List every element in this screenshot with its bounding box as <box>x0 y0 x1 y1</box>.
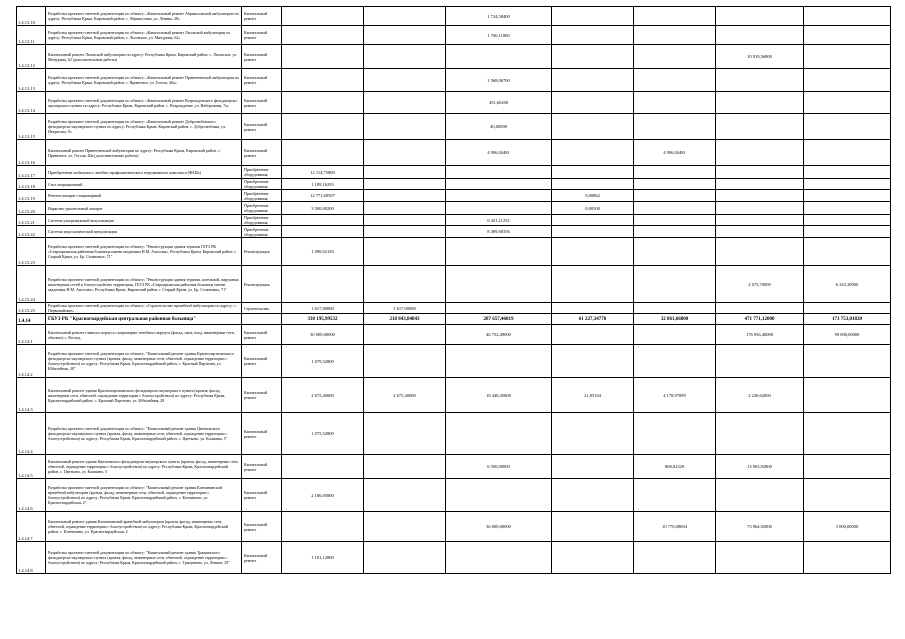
row-work-type-cell: Приобретение оборудования <box>242 166 282 179</box>
table-row <box>17 7 891 26</box>
row-value-2-cell <box>364 266 446 303</box>
row-value-6-cell <box>716 114 804 140</box>
row-value-1-cell <box>282 512 364 542</box>
row-value-3-cell: 18 448,45800 <box>446 378 552 413</box>
row-value-4-cell <box>552 114 634 140</box>
row-value-6-cell <box>716 92 804 114</box>
row-value-3-cell <box>446 45 552 69</box>
row-value-1-cell: 12 114,75800 <box>282 166 364 179</box>
row-value-7-cell: 171 753,01820 <box>804 314 891 325</box>
row-work-type-cell: Строительство <box>242 303 282 314</box>
row-value-6-cell <box>716 226 804 238</box>
row-value-4-cell <box>552 215 634 226</box>
row-value-7-cell <box>804 26 891 45</box>
row-value-5-cell <box>634 26 716 45</box>
row-value-6-cell: 471 771,12000 <box>716 314 804 325</box>
table-row <box>17 238 891 266</box>
row-code-cell: 1.4.13.13 <box>17 69 46 92</box>
row-value-5-cell <box>634 179 716 190</box>
budget-table-page <box>16 6 890 574</box>
row-value-4-cell <box>552 512 634 542</box>
row-value-1-cell <box>282 455 364 479</box>
row-value-2-cell <box>364 26 446 45</box>
row-value-6-cell: 13 963,92800 <box>716 455 804 479</box>
row-work-type-cell: Капитальный ремонт <box>242 413 282 455</box>
row-description-cell: Разработка проектно-сметной документации по объекту: "Капитальный ремонт здания Клепининской врачебной амбулатории (кровля, фасад, инженерные сети, обвесной, ограждение территории с благоустройством) по адресу: Республика Крым, Красногвардейский район, с. Клепинино, ул. Красногвардейская, 2" <box>46 479 242 512</box>
row-description-cell: Приобретение мобильного лечебно-профилактического передвижного комплекса (ФАПа) <box>46 166 242 179</box>
row-value-7-cell: 3 000,00000 <box>804 512 891 542</box>
row-code-cell: 1.4.13.12 <box>17 45 46 69</box>
row-work-type-cell: Капитальный ремонт <box>242 69 282 92</box>
table-row <box>17 345 891 378</box>
row-value-2-cell <box>364 202 446 215</box>
row-value-1-cell <box>282 215 364 226</box>
row-code-cell: 1.4.13.19 <box>17 190 46 202</box>
row-code-cell: 1.4.13.20 <box>17 202 46 215</box>
row-value-1-cell <box>282 7 364 26</box>
row-code-cell: 1.4.14.8 <box>17 542 46 574</box>
row-value-5-cell <box>634 114 716 140</box>
row-description-cell: Разработка проектно-сметной документации по объекту: "Капитальный ремонт здания Тращинского фельдшерско-акушерского пункта (кровля, фасад, инженерные сети, обвесной, ограждение территории с благоустройством) по адресу: Республика Крым, Красногвардейский район, с. Тращиново, ул. Ленина, 29" <box>46 542 242 574</box>
row-value-5-cell: 4 986,84481 <box>634 140 716 166</box>
row-value-5-cell: 4 178,97899 <box>634 378 716 413</box>
row-value-2-cell <box>364 238 446 266</box>
row-work-type-cell: Капитальный ремонт <box>242 378 282 413</box>
row-description-cell: Разработка проектно-сметной документации по объекту: "Реконструкция здания терапии ГБУЗ РК «Старокрымская районная больница имени академика Н.М. Амосова», Республика Крым, Кировский район, г. Старый Крым, ул. Бр. Стояновых, 71" <box>46 238 242 266</box>
row-value-3-cell: 1 724,58400 <box>446 7 552 26</box>
row-value-4-cell <box>552 92 634 114</box>
table-row <box>17 69 891 92</box>
row-value-3-cell: 1 568,06700 <box>446 69 552 92</box>
row-code-cell: 1.4.13.10 <box>17 7 46 26</box>
row-value-6-cell: 2 230,62000 <box>716 378 804 413</box>
row-work-type-cell: Капитальный ремонт <box>242 455 282 479</box>
row-work-type-cell: Реконструкция <box>242 238 282 266</box>
row-value-1-cell <box>282 45 364 69</box>
row-work-type-cell: Приобретение оборудования <box>242 226 282 238</box>
row-value-7-cell <box>804 92 891 114</box>
row-value-7-cell <box>804 378 891 413</box>
row-code-cell: 1.4.13.18 <box>17 179 46 190</box>
row-value-3-cell: 8 499,68356 <box>446 226 552 238</box>
row-description-cell: ГБУЗ РК "Красногвардейская центральная районная больница" <box>46 314 242 325</box>
row-value-2-cell <box>364 542 446 574</box>
row-value-2-cell <box>364 325 446 345</box>
table-row <box>17 303 891 314</box>
row-value-3-cell <box>446 190 552 202</box>
row-value-3-cell <box>446 345 552 378</box>
row-code-cell: 1.4.14.5 <box>17 455 46 479</box>
row-value-5-cell <box>634 45 716 69</box>
row-value-3-cell: 287 657,46819 <box>446 314 552 325</box>
row-value-7-cell <box>804 455 891 479</box>
row-value-6-cell <box>716 190 804 202</box>
row-work-type-cell: Реконструкция <box>242 266 282 303</box>
row-value-6-cell <box>716 303 804 314</box>
row-value-6-cell <box>716 26 804 45</box>
row-description-cell: Капитальный ремонт Льговской амбулатории по адресу: Республика Крым, Кировский район, с. Льговское, ул. Мичурина, 62 (дополнительные работы) <box>46 45 242 69</box>
row-value-7-cell <box>804 45 891 69</box>
row-code-cell: 1.4.13.14 <box>17 92 46 114</box>
row-description-cell: Система эндоскопической визуализации <box>46 226 242 238</box>
row-value-4-cell <box>552 140 634 166</box>
row-value-7-cell <box>804 179 891 190</box>
row-code-cell: 1.4.14.2 <box>17 345 46 378</box>
row-value-5-cell <box>634 215 716 226</box>
row-value-6-cell <box>716 479 804 512</box>
row-value-7-cell: 99 000,00000 <box>804 325 891 345</box>
table-row <box>17 190 891 202</box>
table-body-lower <box>17 325 891 574</box>
row-value-4-cell: 0,00862 <box>552 190 634 202</box>
row-value-2-cell <box>364 92 446 114</box>
row-value-3-cell <box>446 303 552 314</box>
row-value-2-cell <box>364 69 446 92</box>
row-value-5-cell <box>634 325 716 345</box>
row-value-2-cell <box>364 512 446 542</box>
row-value-7-cell <box>804 190 891 202</box>
row-value-6-cell <box>716 542 804 574</box>
group-row <box>17 314 891 325</box>
row-code-cell: 1.4.13.21 <box>17 215 46 226</box>
row-value-3-cell: 6 500,00000 <box>446 455 552 479</box>
row-value-1-cell <box>282 266 364 303</box>
row-value-3-cell <box>446 179 552 190</box>
row-value-5-cell: 10 770,08694 <box>634 512 716 542</box>
row-work-type-cell: Капитальный ремонт <box>242 479 282 512</box>
row-value-2-cell <box>364 345 446 378</box>
table-row <box>17 266 891 303</box>
row-description-cell: Разработка проектно-сметной документации по объекту: «Капитальный ремонт Льговской амбулатории по адресу: Республика Крым, Кировский район, с. Льговское, ул. Мичурина, 62» <box>46 26 242 45</box>
table-row <box>17 479 891 512</box>
row-value-4-cell: 21,85104 <box>552 378 634 413</box>
row-value-1-cell: 1 079,52800 <box>282 345 364 378</box>
row-value-1-cell: 3 500,00200 <box>282 202 364 215</box>
table-row <box>17 512 891 542</box>
row-value-2-cell: 1 617,00000 <box>364 303 446 314</box>
row-value-7-cell <box>804 140 891 166</box>
row-description-cell: Рентген аппарат стационарный <box>46 190 242 202</box>
row-value-4-cell <box>552 238 634 266</box>
row-work-type-cell: Капитальный ремонт <box>242 325 282 345</box>
row-value-6-cell <box>716 345 804 378</box>
row-value-2-cell <box>364 179 446 190</box>
row-value-3-cell <box>446 479 552 512</box>
row-value-6-cell: 10 919,56800 <box>716 45 804 69</box>
row-description-cell: Система ультразвуковой визуализации <box>46 215 242 226</box>
row-description-cell: Разработка проектно-сметной документации по объекту: «Строительство врачебной амбулатории по адресу: с. Первомайское» <box>46 303 242 314</box>
row-value-7-cell <box>804 345 891 378</box>
row-value-3-cell: 1 760,11800 <box>446 26 552 45</box>
row-code-cell: 1.4.13.17 <box>17 166 46 179</box>
row-value-2-cell <box>364 190 446 202</box>
row-work-type-cell: Капитальный ремонт <box>242 92 282 114</box>
row-code-cell: 1.4.14.6 <box>17 479 46 512</box>
row-value-7-cell <box>804 542 891 574</box>
row-value-3-cell: 4 986,84481 <box>446 140 552 166</box>
row-value-6-cell <box>716 238 804 266</box>
row-value-3-cell: 40,00000 <box>446 114 552 140</box>
row-work-type-cell: Приобретение оборудования <box>242 179 282 190</box>
row-value-3-cell <box>446 166 552 179</box>
row-value-2-cell <box>364 7 446 26</box>
table-row <box>17 114 891 140</box>
row-value-4-cell <box>552 166 634 179</box>
row-value-1-cell: 30 000,00000 <box>282 325 364 345</box>
row-value-2-cell <box>364 413 446 455</box>
table-row <box>17 542 891 574</box>
row-work-type-cell: Капитальный ремонт <box>242 45 282 69</box>
table-row <box>17 378 891 413</box>
row-value-4-cell <box>552 542 634 574</box>
row-value-4-cell <box>552 455 634 479</box>
row-description-cell: Разработка проектно-сметной документации по объекту: "Реконструкция здания терапии, котельной, наружных инженерных сетей и благоустройство территории, ГБУЗ РК «Старокрымская районная больница имени академика Н.М. Амосова», Республика Крым, Кировский район, г. Старый Крым, ул. Бр. Стояновых, 71" <box>46 266 242 303</box>
row-value-1-cell: 1 189,16293 <box>282 179 364 190</box>
row-value-3-cell: 6 451,11252 <box>446 215 552 226</box>
row-value-3-cell <box>446 238 552 266</box>
row-value-6-cell <box>716 69 804 92</box>
table-row <box>17 215 891 226</box>
row-value-2-cell <box>364 226 446 238</box>
budget-table <box>16 6 891 574</box>
row-value-6-cell <box>716 413 804 455</box>
row-description-cell: Разработка проектно-сметной документации по объекту: «Капитальный ремонт Возрожденского фельдшерско-акушерского пункта по адресу: Республика Крым, Кировский район, с. Возрождение, ул. Набережная, 7а» <box>46 92 242 114</box>
row-value-2-cell <box>364 45 446 69</box>
row-code-cell: 1.4.14.3 <box>17 378 46 413</box>
row-work-type-cell: Приобретение оборудования <box>242 215 282 226</box>
row-value-1-cell: 1 075,52800 <box>282 413 364 455</box>
row-value-2-cell <box>364 455 446 479</box>
row-description-cell: Наркозно-дыхательный аппарат <box>46 202 242 215</box>
row-value-5-cell <box>634 345 716 378</box>
row-value-6-cell: 2 675,70000 <box>716 266 804 303</box>
row-value-6-cell <box>716 140 804 166</box>
row-value-5-cell <box>634 7 716 26</box>
row-code-cell: 1.4.13.11 <box>17 26 46 45</box>
row-value-1-cell <box>282 69 364 92</box>
row-value-1-cell: 2 675,40000 <box>282 378 364 413</box>
row-work-type-cell: Приобретение оборудования <box>242 202 282 215</box>
row-value-4-cell <box>552 226 634 238</box>
table-row <box>17 140 891 166</box>
row-value-4-cell <box>552 7 634 26</box>
row-value-3-cell <box>446 266 552 303</box>
row-value-4-cell: 61 227,34770 <box>552 314 634 325</box>
row-description-cell: Капитальный ремонт здания Клепининской врачебной амбулатории (кровля, фасад, инженерные сети, обвесной, ограждение территории с благоустройством) по адресу: Республика Крым, Красногвардейский район, с. Клепинино, ул. Красногвардейская, 2 <box>46 512 242 542</box>
row-value-6-cell <box>716 215 804 226</box>
row-value-3-cell <box>446 542 552 574</box>
row-work-type-cell: Приобретение оборудования <box>242 190 282 202</box>
row-code-cell: 1.4.13.22 <box>17 226 46 238</box>
row-value-5-cell <box>634 266 716 303</box>
row-value-1-cell <box>282 92 364 114</box>
row-work-type-cell: Капитальный ремонт <box>242 512 282 542</box>
row-value-4-cell <box>552 266 634 303</box>
row-value-6-cell <box>716 7 804 26</box>
row-value-5-cell: 32 861,66800 <box>634 314 716 325</box>
row-value-7-cell <box>804 303 891 314</box>
table-row <box>17 325 891 345</box>
row-value-7-cell <box>804 202 891 215</box>
row-description-cell: Стол операционный <box>46 179 242 190</box>
row-value-4-cell <box>552 325 634 345</box>
row-description-cell: Капитальный ремонт здания Краснопартизанского фельдшерско-акушерского пункта (кровля, фасад, инженерные сети, обвесной, ограждение территории с благоустройством) по адресу: Республика Крым, Красногвардейский район, с. Красный Партизан, ул. Юбилейная, 28 <box>46 378 242 413</box>
row-description-cell: Разработка проектно-сметной документации по объекту: "Капитальный ремонт здания Краснопартизанского фельдшерско-акушерского пункта (кровля, фасад, инженерные сети, обвесной, ограждение территории с благоустройством) по адресу: Республика Крым, Красногвардейский район, с. Красный Партизан, ул. Юбилейная, 28" <box>46 345 242 378</box>
row-value-3-cell: 46 752,49000 <box>446 325 552 345</box>
row-code-cell: 1.4.13.16 <box>17 140 46 166</box>
row-value-4-cell <box>552 26 634 45</box>
row-code-cell: 1.4.14.4 <box>17 413 46 455</box>
row-value-4-cell <box>552 45 634 69</box>
row-description-cell: Разработка проектно-сметной документации по объекту: "Капитальный ремонт здания Цветковского фельдшерско-акушерского пункта (кровля, фасад, инженерные сети, обвесной, ограждение территории с благоустройством) по адресу: Республика Крым, Красногвардейский район, с. Цветково, ул. Кошкина, 5" <box>46 413 242 455</box>
table-row <box>17 455 891 479</box>
table-row <box>17 179 891 190</box>
row-value-7-cell <box>804 215 891 226</box>
table-row <box>17 45 891 69</box>
row-code-cell: 1.4.14 <box>17 314 46 325</box>
row-value-1-cell <box>282 140 364 166</box>
row-description-cell: Капитальный ремонт Приветненской амбулатории по адресу: Республика Крым, Кировский район, с. Приветное, ул. Гоголя, 40а (дополнительные работы) <box>46 140 242 166</box>
row-value-5-cell <box>634 202 716 215</box>
row-value-1-cell: 12 771,60507 <box>282 190 364 202</box>
row-value-5-cell <box>634 69 716 92</box>
row-code-cell: 1.4.13.15 <box>17 114 46 140</box>
row-value-7-cell <box>804 7 891 26</box>
row-description-cell: Капитальный ремонт здания Цветковского фельдшерско-акушерского пункта (кровля, фасад, инженерные сети, обвесной, ограждение территории с благоустройством) по адресу: Республика Крым, Красногвардейский район, с. Цветково, ул. Кошкина, 5 <box>46 455 242 479</box>
row-value-2-cell <box>364 479 446 512</box>
row-value-3-cell <box>446 413 552 455</box>
row-value-4-cell <box>552 69 634 92</box>
row-work-type-cell <box>242 314 282 325</box>
row-value-5-cell <box>634 226 716 238</box>
row-value-5-cell <box>634 92 716 114</box>
row-value-2-cell <box>364 215 446 226</box>
row-value-5-cell: 868,02329 <box>634 455 716 479</box>
row-description-cell: Разработка проектно-сметной документации по объекту: «Капитальный ремонт Добролюбовского фельдшерско-акушерского пункта по адресу: Республика Крым, Кировский район, с. Добролюбовка, ул. Некрасова, 9» <box>46 114 242 140</box>
row-value-2-cell: 218 843,84843 <box>364 314 446 325</box>
row-value-5-cell <box>634 479 716 512</box>
row-description-cell: Разработка проектно-сметной документации по объекту: «Капитальный ремонт Абрикосовской амбулатории по адресу: Республика Крым, Кировский район, с. Абрикосовка, ул. Ленина, 28» <box>46 7 242 26</box>
row-value-6-cell: 73 964,92800 <box>716 512 804 542</box>
row-value-4-cell: 0,00500 <box>552 202 634 215</box>
row-value-1-cell: 1 101,12800 <box>282 542 364 574</box>
row-value-2-cell: 2 675,40000 <box>364 378 446 413</box>
row-value-7-cell <box>804 479 891 512</box>
row-value-1-cell: 2 186,05800 <box>282 479 364 512</box>
row-value-4-cell <box>552 479 634 512</box>
row-code-cell: 1.4.13.23 <box>17 238 46 266</box>
row-code-cell: 1.4.14.7 <box>17 512 46 542</box>
row-value-7-cell <box>804 69 891 92</box>
row-value-3-cell <box>446 202 552 215</box>
row-value-7-cell: 6 243,30000 <box>804 266 891 303</box>
row-value-7-cell <box>804 114 891 140</box>
row-value-1-cell: 330 195,99532 <box>282 314 364 325</box>
row-value-6-cell <box>716 202 804 215</box>
row-value-6-cell: 176 956,48000 <box>716 325 804 345</box>
row-work-type-cell: Капитальный ремонт <box>242 7 282 26</box>
row-value-5-cell <box>634 303 716 314</box>
row-value-4-cell <box>552 413 634 455</box>
row-value-6-cell <box>716 179 804 190</box>
row-value-1-cell <box>282 26 364 45</box>
row-work-type-cell: Капитальный ремонт <box>242 140 282 166</box>
row-code-cell: 1.4.14.1 <box>17 325 46 345</box>
row-value-4-cell <box>552 345 634 378</box>
row-value-4-cell <box>552 303 634 314</box>
table-body-upper <box>17 7 891 314</box>
table-row <box>17 166 891 179</box>
table-row <box>17 202 891 215</box>
row-value-7-cell <box>804 413 891 455</box>
row-value-5-cell <box>634 238 716 266</box>
row-value-1-cell: 1 617,00000 <box>282 303 364 314</box>
table-group-row <box>17 314 891 325</box>
row-value-3-cell: 36 000,00000 <box>446 512 552 542</box>
table-row <box>17 26 891 45</box>
row-code-cell: 1.4.13.24 <box>17 266 46 303</box>
row-value-3-cell: 451,60200 <box>446 92 552 114</box>
row-description-cell: Разработка проектно-сметной документации по объекту: «Капитальный ремонт Приветненской амбулатории по адресу: Республика Крым, Кировский район, с. Приветное, ул. Гоголя, 40а» <box>46 69 242 92</box>
row-value-5-cell <box>634 542 716 574</box>
row-value-5-cell <box>634 190 716 202</box>
row-value-7-cell <box>804 166 891 179</box>
row-value-1-cell <box>282 226 364 238</box>
row-work-type-cell: Капитальный ремонт <box>242 542 282 574</box>
row-value-6-cell <box>716 166 804 179</box>
row-value-7-cell <box>804 238 891 266</box>
row-work-type-cell: Капитальный ремонт <box>242 114 282 140</box>
row-value-2-cell <box>364 140 446 166</box>
table-row <box>17 226 891 238</box>
row-value-2-cell <box>364 114 446 140</box>
table-row <box>17 413 891 455</box>
row-value-2-cell <box>364 166 446 179</box>
row-value-5-cell <box>634 413 716 455</box>
row-value-1-cell <box>282 114 364 140</box>
row-value-7-cell <box>804 226 891 238</box>
row-work-type-cell: Капитальный ремонт <box>242 345 282 378</box>
row-description-cell: Капитальный ремонт главного корпуса стационарно-лечебного корпуса (фасад, окна, вход, инженерные сети, объекты) с. Восход <box>46 325 242 345</box>
row-code-cell: 1.4.13.25 <box>17 303 46 314</box>
row-value-1-cell: 1 090,02150 <box>282 238 364 266</box>
row-value-5-cell <box>634 166 716 179</box>
table-row <box>17 92 891 114</box>
row-value-4-cell <box>552 179 634 190</box>
row-work-type-cell: Капитальный ремонт <box>242 26 282 45</box>
